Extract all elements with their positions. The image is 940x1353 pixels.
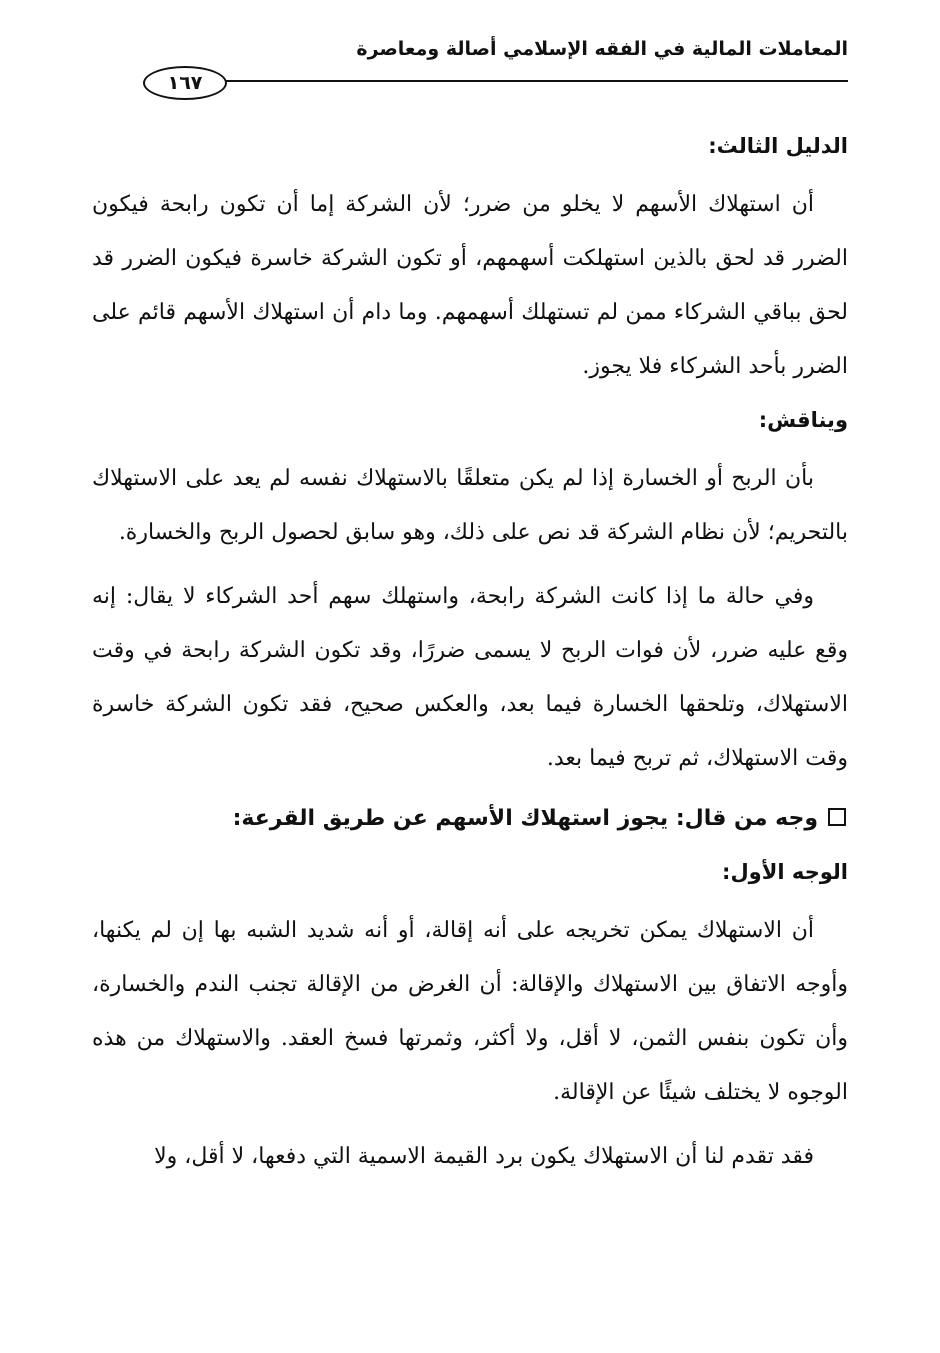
paragraph-5: فقد تقدم لنا أن الاستهلاك يكون برد القيمة الاسمية التي دفعها، لا أقل، ولا	[154, 1144, 814, 1169]
section-title	[92, 792, 848, 846]
section-title-text: وجه من قال: يجوز استهلاك الأسهم عن طريق القرعة:	[232, 806, 818, 831]
heading-third-evidence: الدليل الثالث:	[708, 134, 848, 158]
page-content	[92, 120, 848, 1184]
paragraph-3: وفي حالة ما إذا كانت الشركة رابحة، واستهلك سهم أحد الشركاء لا يقال: إنه وقع عليه ضرر، لأن فوات الربح لا يسمى ضررًا، وقد تكون الشركة رابحة في وقت الاستهلاك، وتلحقها الخسارة فيما بعد، والعكس صحيح، فقد تكون الشركة خاسرة وقت الاستهلاك، ثم تربح فيما بعد.	[92, 584, 848, 771]
header-rule	[150, 80, 848, 82]
paragraph-1: أن استهلاك الأسهم لا يخلو من ضرر؛ لأن الشركة إما أن تكون رابحة فيكون الضرر قد لحق بالذين استهلكت أسهمهم، أو تكون الشركة خاسرة فيكون الضرر قد لحق بباقي الشركاء ممن لم تستهلك أسهمهم. وما دام أن استهلاك الأسهم قائم على الضرر بأحد الشركاء فلا يجوز.	[92, 192, 848, 379]
paragraph-4: أن الاستهلاك يمكن تخريجه على أنه إقالة، أو أنه شديد الشبه بها إن لم يكنها، وأوجه الاتفاق بين الاستهلاك والإقالة: أن الغرض من الإقالة تجنب الندم والخسارة، وأن تكون بنفس الثمن، لا أقل، ولا أكثر، وثمرتها فسخ العقد. والاستهلاك من هذه الوجوه لا يختلف شيئًا عن الإقالة.	[92, 918, 848, 1105]
paragraph-2: بأن الربح أو الخسارة إذا لم يكن متعلقًا بالاستهلاك نفسه لم يعد على الاستهلاك بالتحريم؛ لأن نظام الشركة قد نص على ذلك، وهو سابق لحصول الربح والخسارة.	[92, 466, 848, 545]
heading-first-aspect: الوجه الأول:	[722, 860, 848, 884]
page-number-badge: ١٦٧	[143, 66, 227, 100]
heading-discussion: ويناقش:	[758, 408, 848, 432]
running-title: المعاملات المالية في الفقه الإسلامي أصالة ومعاصرة	[356, 38, 848, 60]
checkbox-square-icon	[828, 808, 846, 826]
